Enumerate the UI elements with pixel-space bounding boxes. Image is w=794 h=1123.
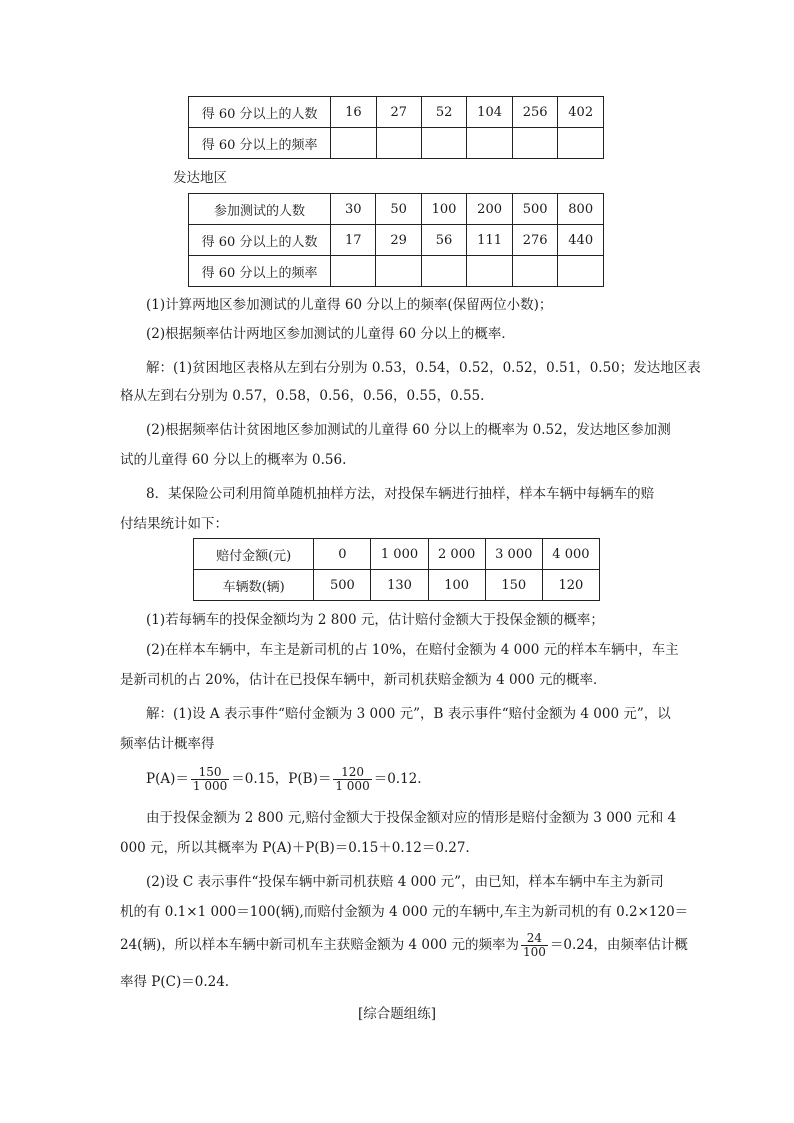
eq-pa-right: ＝0.15，P(B)＝ [231,771,332,787]
developed-table-cell: 440 [558,225,604,256]
q8-stem-line1: 8．某保险公司利用简单随机抽样方法，对投保车辆进行抽样，样本车辆中每辆车的赔 [146,486,655,502]
fraction-frequency-denominator: 100 [522,945,546,959]
developed-table-cell [467,256,513,287]
claims-header-cell: 1 000 [371,539,428,570]
fraction-pb-denominator: 1 000 [335,779,370,793]
claims-row-label: 车辆数(辆) [194,570,314,601]
fraction-frequency [521,932,548,959]
fraction-pb [333,766,371,793]
fraction-pa-denominator: 1 000 [192,779,228,793]
fraction-pa [191,766,229,793]
developed-table-row-label: 得 60 分以上的频率 [189,256,331,287]
claims-header-cell: 2 000 [428,539,485,570]
q8-solution2-line1: (2)设 C 表示事件“投保车辆中新司机获赔 4 000 元”，由已知，样本车辆中车主为新司 [146,874,664,890]
q8-solution2-line4: 率得 P(C)＝0.24. [120,974,230,990]
claims-row-cell: 150 [485,570,542,601]
poor-table-cell: 104 [467,97,513,128]
poor-table-row [189,97,604,128]
poor-table-cell: 256 [512,97,558,128]
developed-table-cell: 30 [331,194,376,225]
q7-solution2-line1: (2)根据频率估计贫困地区参加测试的儿童得 60 分以上的概率为 0.52，发达地区参加测 [146,422,671,438]
claims-row-cell: 120 [542,570,599,601]
developed-table-cell: 50 [376,194,421,225]
developed-table-cell: 17 [331,225,376,256]
poor-table-row [189,128,604,159]
developed-table-row [189,194,604,225]
q7-part2: (2)根据频率估计两地区参加测试的儿童得 60 分以上的概率． [146,326,515,342]
section-heading: [综合题组练] [357,1006,437,1022]
claims-row [194,570,600,601]
table-developed-area [188,193,604,287]
claims-header-cell: 3 000 [485,539,542,570]
poor-table-cell: 16 [331,97,376,128]
poor-table-cell [558,128,604,159]
developed-table-row [189,225,604,256]
developed-table-row [189,256,604,287]
poor-table-cell [467,128,513,159]
developed-table-cell [512,256,558,287]
developed-table-row-label: 得 60 分以上的人数 [189,225,331,256]
developed-table-cell: 800 [558,194,604,225]
table-poor-area [188,96,604,159]
developed-table-cell: 100 [421,194,467,225]
q8-solution1-line4: 000 元，所以其概率为 P(A)＋P(B)＝0.15＋0.12＝0.27. [120,840,470,856]
sol2-line3-left: 24(辆)，所以样本车辆中新司机车主获赔金额为 4 000 元的频率为 [120,937,519,953]
developed-table-cell: 111 [467,225,513,256]
table-claims [193,538,600,601]
fraction-frequency-numerator: 24 [521,932,548,946]
claims-row-cell: 100 [428,570,485,601]
q8-probability-equation [146,762,422,796]
poor-table-cell: 52 [421,97,466,128]
section-developed-label: 发达地区 [173,170,227,186]
fraction-pb-numerator: 120 [333,766,371,780]
poor-table-row-label: 得 60 分以上的频率 [189,128,331,159]
q7-part1: (1)计算两地区参加测试的儿童得 60 分以上的频率(保留两位小数)； [146,297,553,313]
developed-table-cell: 276 [512,225,558,256]
developed-table-cell [331,256,376,287]
claims-header-cell: 0 [314,539,371,570]
claims-row-cell: 130 [371,570,428,601]
developed-table-cell: 56 [421,225,467,256]
poor-table-row-label: 得 60 分以上的人数 [189,97,331,128]
poor-table-cell [376,128,421,159]
q8-solution2-line3 [120,928,688,962]
claims-header-cell: 4 000 [542,539,599,570]
sol2-line3-right: ＝0.24，由频率估计概 [549,937,688,953]
poor-table-cell [512,128,558,159]
q8-solution1-line3: 由于投保金额为 2 800 元,赔付金额大于投保金额对应的情形是赔付金额为 3 000 元和 4 [146,810,677,826]
claims-row-cell: 500 [314,570,371,601]
poor-table-cell [331,128,376,159]
q7-solution2-line2: 试的儿童得 60 分以上的概率为 0.56. [120,452,347,468]
q7-solution1-line1: 解：(1)贫困地区表格从左到右分别为 0.53，0.54，0.52，0.52，0.51，0.50；发达地区表 [146,360,701,376]
developed-table-cell [421,256,467,287]
developed-table-cell [558,256,604,287]
claims-header [194,539,600,570]
developed-table-cell: 29 [376,225,421,256]
eq-pa-left: P(A)＝ [146,771,189,787]
poor-table-cell: 402 [558,97,604,128]
q8-solution1-line2: 频率估计概率得 [120,736,215,752]
poor-table-cell: 27 [376,97,421,128]
q7-solution1-line2: 格从左到右分别为 0.57，0.58，0.56，0.56，0.55，0.55. [120,388,485,404]
developed-table-cell: 200 [467,194,513,225]
q8-stem-line2: 付结果统计如下： [120,516,228,532]
claims-header-label: 赔付金额(元) [194,539,314,570]
poor-table-cell [421,128,466,159]
q8-part2-line2: 是新司机的占 20%，估计在已投保车辆中，新司机获赔金额为 4 000 元的概率． [120,672,607,688]
eq-pb-right: ＝0.12. [373,771,422,787]
fraction-pa-numerator: 150 [191,766,229,780]
q8-solution2-line2: 机的有 0.1×1 000＝100(辆),而赔付金额为 4 000 元的车辆中,车主为新司机的有 0.2×120＝ [120,904,689,920]
developed-table-cell: 500 [512,194,558,225]
q8-part1: (1)若每辆车的投保金额均为 2 800 元，估计赔付金额大于投保金额的概率； [146,612,604,628]
developed-table-cell [376,256,421,287]
q8-solution1-line1: 解：(1)设 A 表示事件“赔付金额为 3 000 元”，B 表示事件“赔付金额为 4 000 元”，以 [146,706,671,722]
q8-part2-line1: (2)在样本车辆中，车主是新司机的占 10%，在赔付金额为 4 000 元的样本车辆中，车主 [146,642,679,658]
developed-table-row-label: 参加测试的人数 [189,194,331,225]
